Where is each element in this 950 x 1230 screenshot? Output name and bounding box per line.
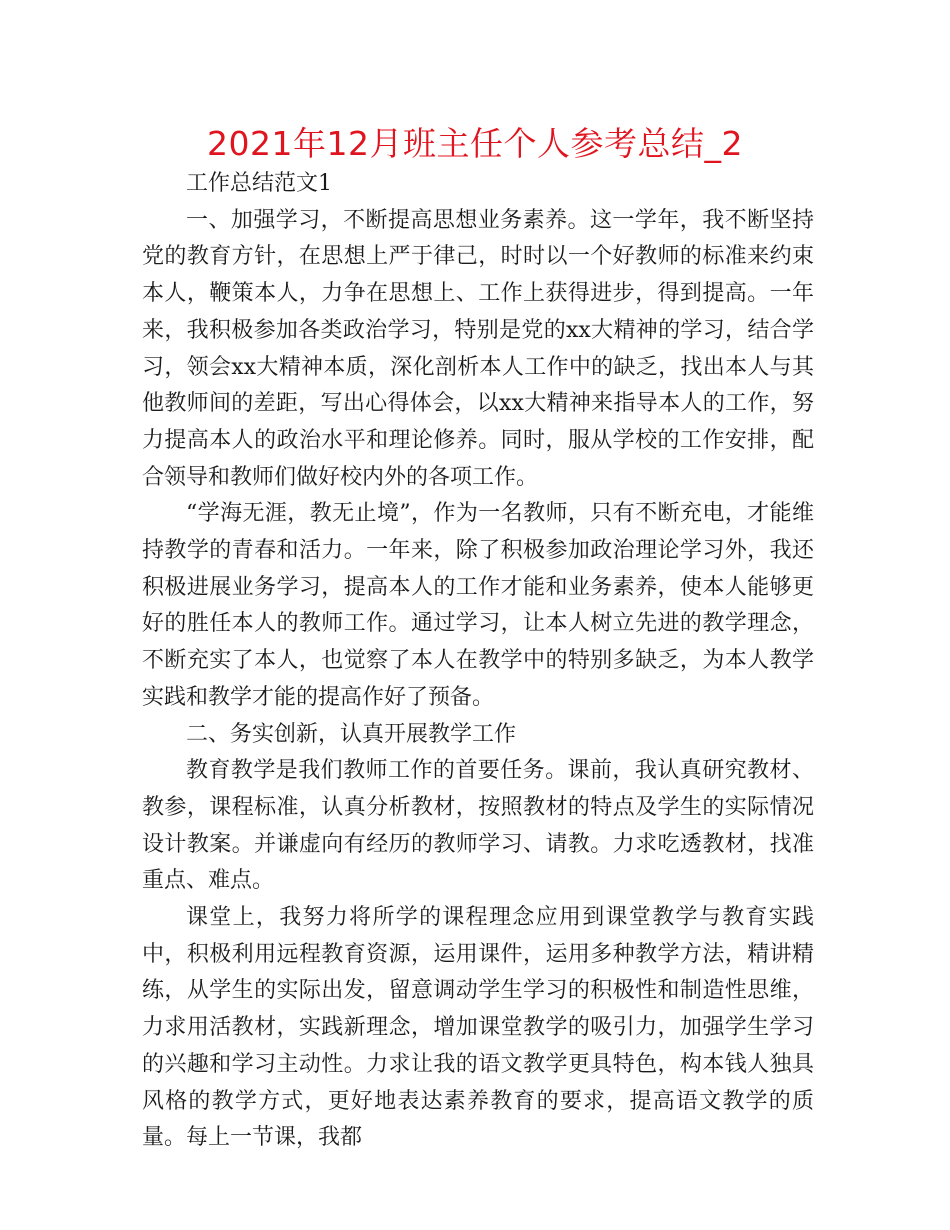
document-body xyxy=(142,166,814,1157)
section-heading-innovation: 二、务实创新，认真开展教学工作 xyxy=(186,721,517,747)
document-title: 2021年12月班主任个人参考总结_2 xyxy=(207,124,743,163)
paragraph-classroom: 课堂上，我努力将所学的课程理念应用到课堂教学与教育实践中，积极利用远程教育资源，运用课件，运用多种教学方法，精讲精练，从学生的实际出发，留意调动学生学习的积极性和制造性思维，力求用活教材，实践新理念，增加课堂教学的吸引力，加强学生学习的兴趣和学习主动性。力求让我的语文教学更具特色，构本钱人独具风格的教学方式，更好地表达素养教育的要求，提高语文教学的质量。每上一节课，我都 xyxy=(142,905,814,1151)
section-label: 工作总结范文1 xyxy=(186,171,332,196)
paragraph-learning: “学海无涯，教无止境”，作为一名教师，只有不断充电，才能维持教学的青春和活力。一年来，除了积极参加政治理论学习外，我还积极进展业务学习，提高本人的工作才能和业务素养，使本人能够更好的胜任本人的教师工作。通过学习，让本人树立先进的教学理念，不断充实了本人，也觉察了本人在教学中的特别多缺乏，为本人教学实践和教学才能的提高作好了预备。 xyxy=(142,501,814,710)
paragraph-study: 一、加强学习，不断提高思想业务素养。这一学年，我不断坚持党的教育方针，在思想上严于律己，时时以一个好教师的标准来约束本人，鞭策本人，力争在思想上、工作上获得进步，得到提高。一年来，我积极参加各类政治学习，特别是党的xx大精神的学习，结合学习，领会xx大精神本质，深化剖析本人工作中的缺乏，找出本人与其他教师间的差距，写出心得体会，以xx大精神来指导本人的工作，努力提高本人的政治水平和理论修养。同时，服从学校的工作安排，配合领导和教师们做好校内外的各项工作。 xyxy=(142,207,814,490)
paragraph-preparation: 教育教学是我们教师工作的首要任务。课前，我认真研究教材、教参，课程标准，认真分析教材，按照教材的特点及学生的实际情况设计教案。并谦虚向有经历的教师学习、请教。力求吃透教材，找准重点、难点。 xyxy=(142,758,814,894)
